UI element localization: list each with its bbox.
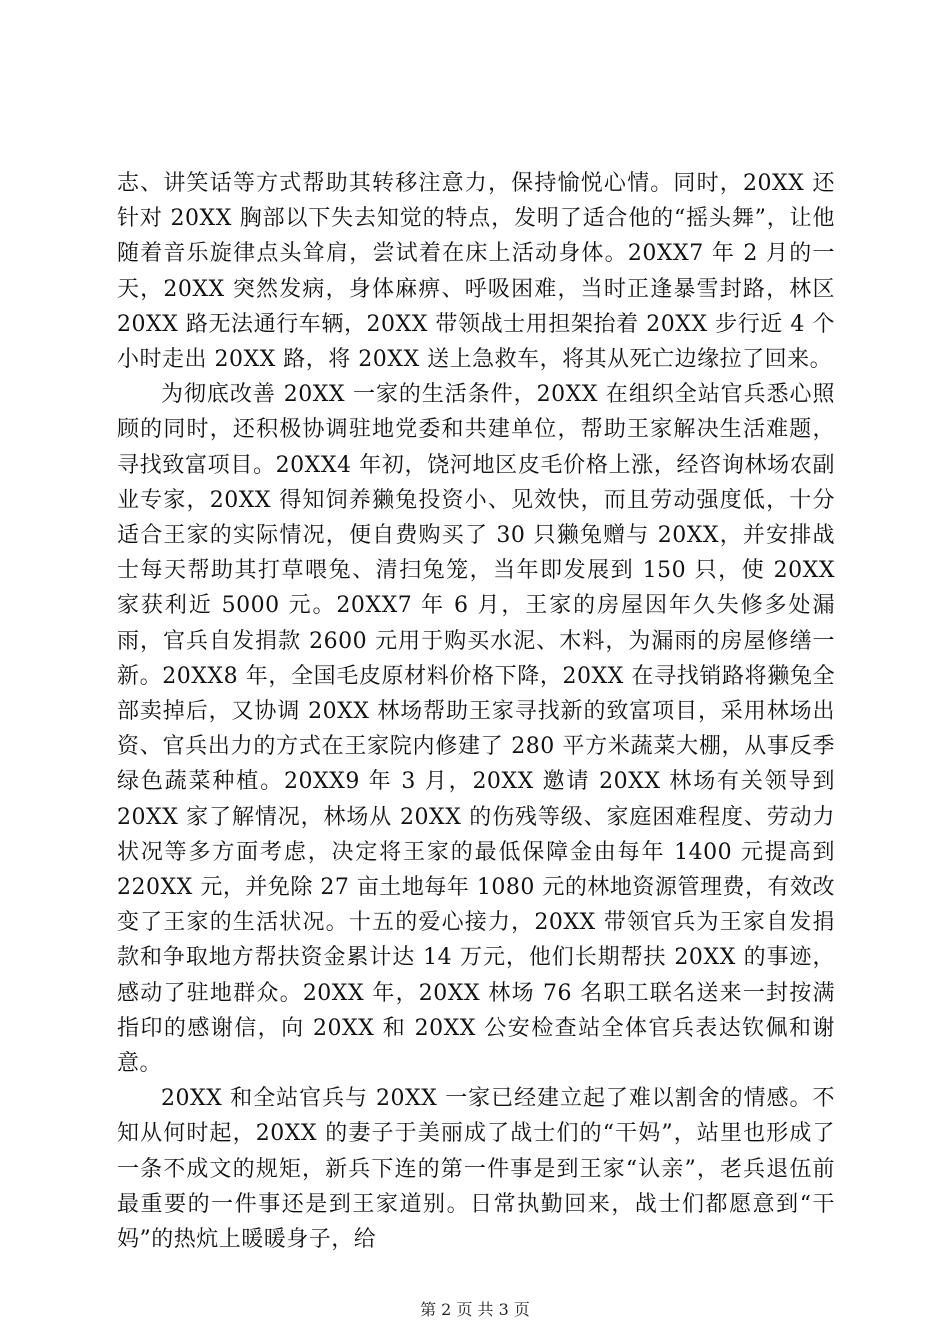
paragraph-2: 为彻底改善 20XX 一家的生活条件，20XX 在组织全站官兵悉心照顾的同时，还积极协调驻地党委和共建单位，帮助王家解决生活难题，寻找致富项目。20XX4 年初，饶河地区皮毛价格上涨，经咨询林场农副业专家，20XX 得知饲养獭兔投资小、见效快，而且劳动强度低，十分适合王家的实际情况，便自费购买了 30 只獭兔赠与 20XX，并安排战士每天帮助其打草喂兔、清扫兔笼，当年即发展到 150 只，使 20XX 家获利近 5000 元。20XX7 年 6 月，王家的房屋因年久失修多处漏雨，官兵自发捐款 2600 元用于购买水泥、木料，为漏雨的房屋修缮一新。20XX8 年，全国毛皮原材料价格下降，20XX 在寻找销路将獭兔全部卖掉后，又协调 20XX 林场帮助王家寻找新的致富项目，采用林场出资、官兵出力的方式在王家院内修建了 280 平方米蔬菜大棚，从事反季绿色蔬菜种植。20XX9 年 3 月，20XX 邀请 20XX 林场有关领导到 20XX 家了解情况，林场从 20XX 的伤残等级、家庭困难程度、劳动力状况等多方面考虑，决定将王家的最低保障金由每年 1400 元提高到 220XX 元，并免除 27 亩土地每年 1080 元的林地资源管理费，有效改变了王家的生活状况。十五的爱心接力，20XX 带领官兵为王家自发捐款和争取地方帮扶资金累计达 14 万元，他们长期帮扶 20XX 的事迹，感动了驻地群众。20XX 年，20XX 林场 76 名职工联名送来一封按满指印的感谢信，向 20XX 和 20XX 公安检查站全体官兵表达钦佩和谢意。 [117, 382, 835, 1077]
paragraph-1: 志、讲笑话等方式帮助其转移注意力，保持愉悦心情。同时，20XX 还针对 20XX 胸部以下失去知觉的特点，发明了适合他的“摇头舞”，让他随着音乐旋律点头耸肩，尝试着在床上活动身体。20XX7 年 2 月的一天，20XX 突然发病，身体麻痹、呼吸困难，当时正逢暴雪封路，林区 20XX 路无法通行车辆，20XX 带领战士用担架抬着 20XX 步行近 4 个小时走出 20XX 路，将 20XX 送上急救车，将其从死亡边缘拉了回来。 [117, 171, 835, 373]
page-footer: 第 2 页 共 3 页 [420, 1300, 530, 1319]
document-body [117, 166, 835, 1257]
paragraph-3: 20XX 和全站官兵与 20XX 一家已经建立起了难以割舍的情感。不知从何时起，20XX 的妻子于美丽成了战士们的“干妈”，站里也形成了一条不成文的规矩，新兵下连的第一件事是到王家“认亲”，老兵退伍前最重要的一件事还是到王家道别。日常执勤回来，战士们都愿意到“干妈”的热炕上暖暖身子，给 [117, 1086, 835, 1253]
